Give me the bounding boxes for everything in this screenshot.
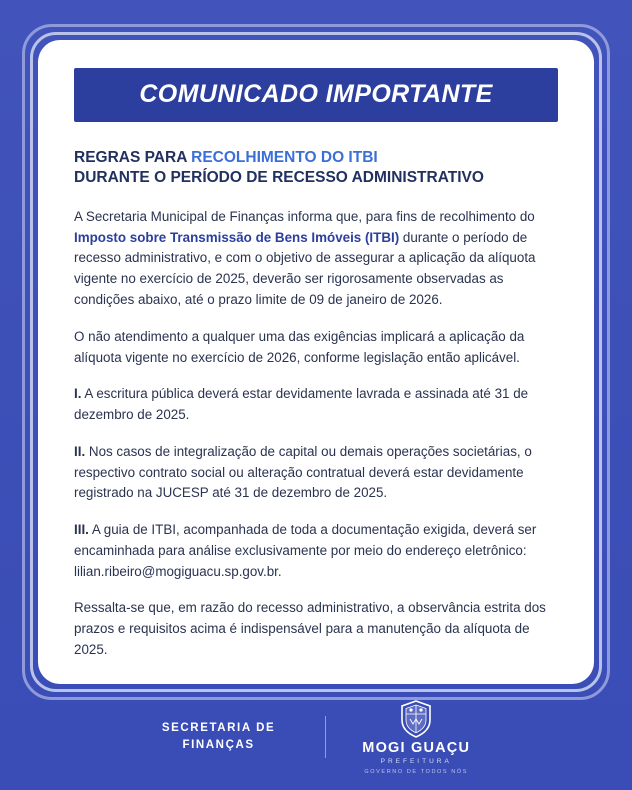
item-2-number: II.	[74, 443, 86, 459]
city-name: MOGI GUAÇU	[362, 739, 471, 756]
city-tagline: GOVERNO DE TODOS NÓS	[364, 768, 469, 775]
paragraph-item-2	[74, 442, 558, 504]
item-3-number: III.	[74, 522, 89, 538]
poster-footer	[0, 684, 632, 790]
subtitle-line-2: DURANTE O PERÍODO DE RECESSO ADMINISTRATIVO	[74, 169, 484, 187]
paragraph-item-3	[74, 520, 558, 582]
item-1-text: A escritura pública deverá estar devidamente lavrada e assinada até 31 de dezembro de 2025.	[74, 386, 529, 423]
paragraph-1-part-a: A Secretaria Municipal de Finanças informa que, para fins de recolhimento do	[74, 208, 535, 224]
paragraph-item-1	[74, 384, 558, 426]
secretaria-line-2: FINANÇAS	[182, 739, 255, 751]
announcement-subtitle	[74, 148, 558, 189]
paragraph-1-part-c: durante o período de recesso administrativo, e com o objetivo de assegurar a aplicação da alíquota vigente no exercício de 2025, deverão ser rigorosamente observadas as condições abaixo, até o prazo limite de 09 de janeiro de 2026.	[74, 229, 536, 307]
paragraph-1	[74, 207, 558, 311]
item-3-text: A guia de ITBI, acompanhada de toda a documentação exigida, deverá ser encaminhada para análise exclusivamente por meio do endereço eletrônico: lilian.ribeiro@mogiguacu.sp.gov.br.	[74, 522, 537, 579]
paragraph-closing: Ressalta-se que, em razão do recesso administrativo, a observância estrita dos prazos e requisitos acima é indispensável para a manutenção da alíquota de 2025.	[74, 600, 546, 657]
item-1-number: I.	[74, 386, 82, 402]
announcement-body	[74, 207, 558, 661]
city-subtitle: PREFEITURA	[380, 757, 452, 765]
secretaria-logo	[162, 720, 299, 753]
subtitle-prefix: REGRAS PARA	[74, 149, 192, 166]
secretaria-line-1: SECRETARIA DE	[161, 722, 276, 735]
coat-of-arms-icon	[399, 700, 433, 738]
item-2-text: Nos casos de integralização de capital ou demais operações societárias, o respectivo contrato social ou alteração contratual deverá estar devidamente registrado na JUCESP até 31 de dezembro de 2025.	[74, 443, 532, 501]
subtitle-highlight: RECOLHIMENTO DO ITBI	[191, 149, 378, 166]
paragraph-2: O não atendimento a qualquer uma das exigências implicará a aplicação da alíquota vigente no exercício de 2026, conforme legislação então aplicável.	[74, 328, 525, 365]
paragraph-1-emphasis: Imposto sobre Transmissão de Bens Imóveis (ITBI)	[74, 229, 400, 245]
city-logo	[352, 700, 470, 775]
footer-divider	[325, 716, 326, 758]
announcement-card	[38, 40, 594, 684]
banner-title: COMUNICADO IMPORTANTE	[74, 68, 558, 122]
card-content	[38, 40, 594, 681]
